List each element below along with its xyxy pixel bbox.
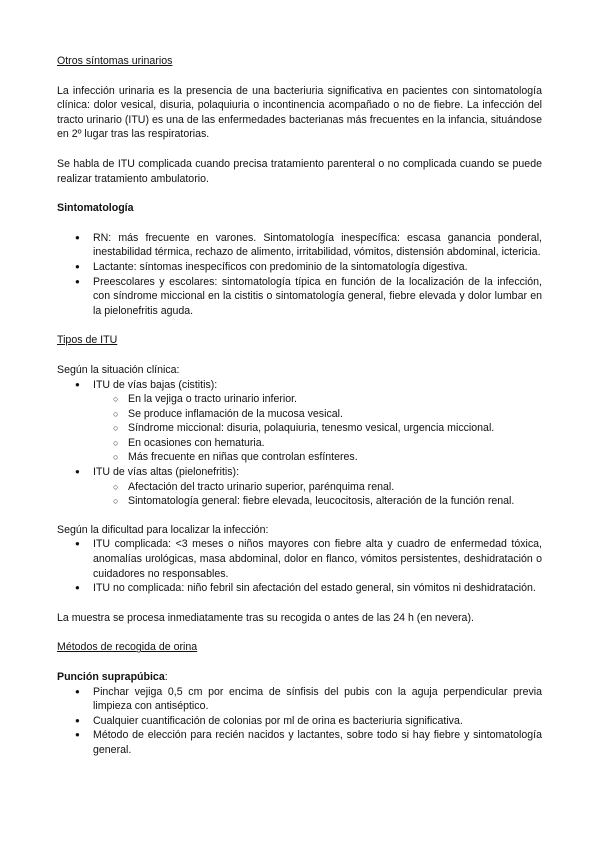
vias-altas-label: ITU de vías altas (pielonefritis): <box>93 466 240 479</box>
sintomatologia-list <box>57 231 542 319</box>
list-item: ● Método de elección para recién nacidos y lactantes, sobre todo si hay fiebre y sintomatología general. <box>57 728 542 757</box>
section-heading-metodos: Métodos de recogida de orina <box>57 641 198 654</box>
list-item: ● Pinchar vejiga 0,5 cm por encima de sínfisis del pubis con la aguja perpendicular previa limpieza con antiséptico. <box>57 685 542 714</box>
puncion-list <box>57 685 542 758</box>
list-item: ● Preescolares y escolares: sintomatología típica en función de la localización de la infección, con síndrome miccional en la cistitis o sintomatología general, fiebre elevada y dolor lumbar en la pielonefritis aguda. <box>57 275 542 319</box>
vias-bajas-label: ITU de vías bajas (cistitis): <box>93 378 218 391</box>
label-situacion-clinica: Según la situación clínica: <box>57 363 180 376</box>
puncion-label: Punción suprapúbica <box>57 671 165 683</box>
list-item: ● ITU no complicada: niño febril sin afectación del estado general, sin vómitos ni deshidratación. <box>57 581 542 596</box>
sublist-item: ○ Afectación del tracto urinario superior, parénquima renal. <box>57 480 542 495</box>
vias-bajas-sublist <box>57 392 542 465</box>
sublist-item: ○ Síndrome miccional: disuria, polaquiuria, tenesmo vesical, urgencia miccional. <box>57 421 542 436</box>
list-item-vias-bajas <box>57 378 542 393</box>
list-item: ● ITU complicada: <3 meses o niños mayores con fiebre alta y cuadro de enfermedad tóxica, anomalías urológicas, masa abdominal, dolor en flanco, vómitos persistentes, deshidratación o cuidadores no responsables. <box>57 537 542 581</box>
puncion-heading <box>57 670 542 685</box>
sublist-item: ○ Más frecuente en niñas que controlan esfínteres. <box>57 450 542 465</box>
situacion-clinica-list <box>57 378 542 393</box>
sublist-item: ○ En ocasiones con hematuria. <box>57 436 542 451</box>
sublist-item: ○ Se produce inflamación de la mucosa vesical. <box>57 407 542 422</box>
list-item: ● Lactante: síntomas inespecíficos con predominio de la sintomatología digestiva. <box>57 260 542 275</box>
sublist-item: ○ Sintomatología general: fiebre elevada, leucocitosis, alteración de la función renal. <box>57 494 542 509</box>
section-heading-otros-sintomas: Otros síntomas urinarios <box>57 55 173 67</box>
sublist-item: ○ En la vejiga o tracto urinario inferior. <box>57 392 542 407</box>
section-heading-tipos-itu: Tipos de ITU <box>57 334 118 347</box>
puncion-colon: : <box>164 671 168 683</box>
vias-altas-sublist <box>57 480 542 509</box>
list-item: ● Cualquier cuantificación de colonias por ml de orina es bacteriuria significativa. <box>57 714 542 729</box>
paragraph-muestra: La muestra se procesa inmediatamente tras su recogida o antes de las 24 h (en nevera). <box>57 611 474 624</box>
section-heading-sintomatologia: Sintomatología <box>57 202 134 215</box>
dificultad-list <box>57 537 542 595</box>
list-item-vias-altas <box>57 465 542 480</box>
paragraph-itu-complicada: Se habla de ITU complicada cuando precisa tratamiento parenteral o no complicada cuando se puede realizar tratamiento ambulatorio. <box>57 157 542 185</box>
list-item: ● RN: más frecuente en varones. Sintomatología inespecífica: escasa ganancia ponderal, inestabilidad térmica, rechazo de alimento, irritabilidad, vómitos, distensión abdominal, ictericia. <box>57 231 542 260</box>
paragraph-definicion-itu: La infección urinaria es la presencia de una bacteriuria significativa en pacientes con sintomatología clínica: dolor vesical, disuria, polaquiuria o incontinencia acompañado o no de fiebre. La infección del tracto urinario (ITU) es una de las enfermedades bacterianas más frecuentes en la infancia, situándose en 2º lugar tras las respiratorias. <box>57 84 542 141</box>
label-dificultad: Según la dificultad para localizar la infección: <box>57 523 269 536</box>
